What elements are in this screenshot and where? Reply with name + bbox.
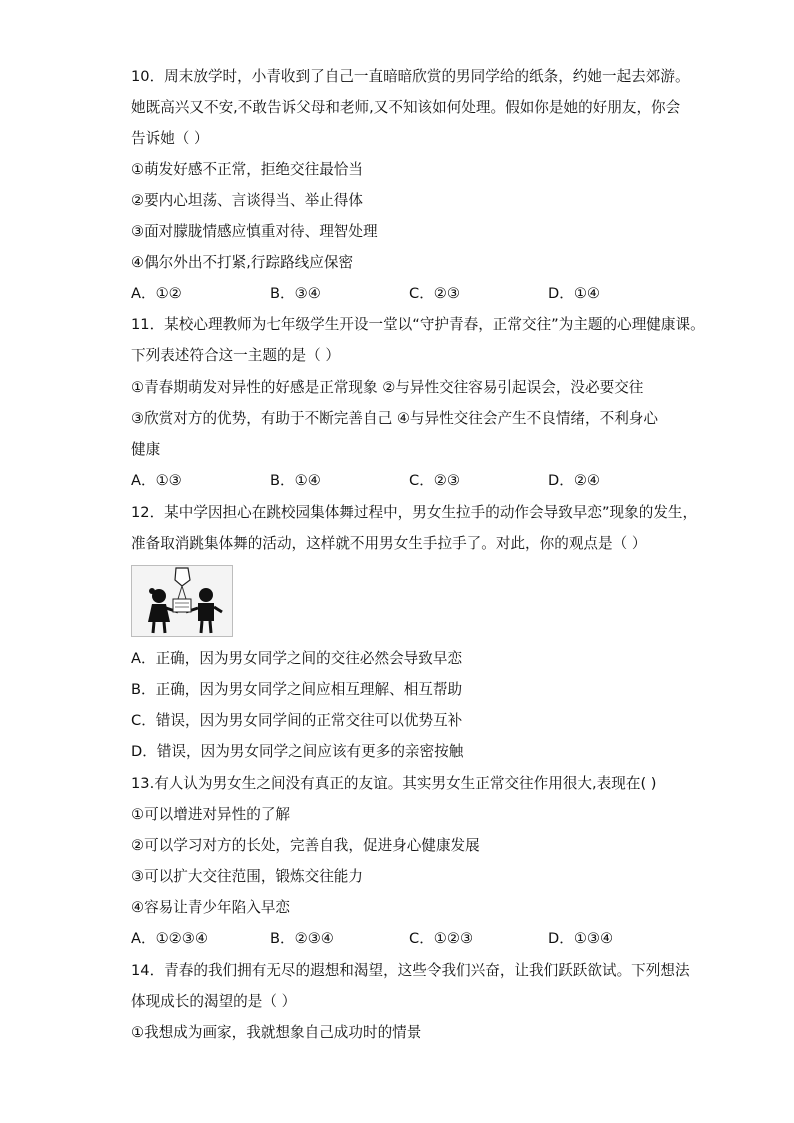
q10-statement-1: ①萌发好感不正常，拒绝交往最恰当 (131, 161, 363, 178)
q13-option-a: A．①②③④ (131, 930, 208, 947)
q10-stem-line-3: 告诉她（ ） (131, 130, 209, 147)
q13-option-c: C．①②③ (409, 930, 474, 947)
q10-option-d: D．①④ (548, 285, 600, 302)
q13-option-b: B．②③④ (270, 930, 334, 947)
q12-choice-a: A．正确，因为男女同学之间的交往必然会导致早恋 (131, 650, 463, 667)
q11-statements-row-1: ①青春期萌发对异性的好感是正常现象 ②与异性交往容易引起误会，没必要交往 (131, 379, 644, 396)
q12-stem-line-1: 12．某中学因担心在跳校园集体舞过程中，男女生拉手的动作会导致早恋”现象的发生， (131, 504, 698, 521)
q14-statement-1: ①我想成为画家，我就想象自己成功时的情景 (131, 1024, 422, 1041)
q13-statement-1: ①可以增进对异性的了解 (131, 806, 291, 823)
q13-option-d: D．①③④ (548, 930, 614, 947)
q13-statement-4: ④容易让青少年陷入早恋 (131, 899, 291, 916)
q12-choice-d: D．错误，因为男女同学之间应该有更多的亲密按触 (131, 743, 464, 760)
q12-cartoon-figure (131, 565, 233, 637)
q11-stem-line-1: 11．某校心理教师为七年级学生开设一堂以“守护青春，正常交往”为主题的心理健康课。 (131, 316, 705, 333)
q11-statements-row-2: ③欣赏对方的优势，有助于不断完善自己 ④与异性交往会产生不良情绪，不利身心 (131, 410, 658, 427)
q10-stem-line-2: 她既高兴又不安,不敢告诉父母和老师,又不知该如何处理。假如你是她的好朋友，你会 (131, 99, 681, 116)
q11-statements-row-3: 健康 (131, 441, 161, 458)
q10-stem-line-1: 10．周末放学时，小青收到了自己一直暗暗欣赏的男同学给的纸条，约她一起去郊游。 (131, 68, 690, 85)
q10-option-a: A．①② (131, 285, 182, 302)
q10-option-c: C．②③ (409, 285, 460, 302)
q11-option-b: B．①④ (270, 472, 321, 489)
q11-option-d: D．②④ (548, 472, 600, 489)
q13-statement-3: ③可以扩大交往范围，锻炼交往能力 (131, 868, 363, 885)
q12-choice-c: C．错误，因为男女同学间的正常交往可以优势互补 (131, 712, 463, 729)
q12-choice-b: B．正确，因为男女同学之间应相互理解、相互帮助 (131, 681, 463, 698)
q10-statement-4: ④偶尔外出不打紧,行踪路线应保密 (131, 254, 354, 271)
cartoon-boy-girl-hands-illustration (132, 566, 232, 636)
q10-statement-3: ③面对朦胧情感应慎重对待、理智处理 (131, 223, 378, 240)
q11-option-a: A．①③ (131, 472, 182, 489)
q13-statement-2: ②可以学习对方的长处，完善自我，促进身心健康发展 (131, 837, 480, 854)
q11-stem-line-2: 下列表述符合这一主题的是（ ） (131, 347, 340, 364)
q14-stem-line-2: 体现成长的渴望的是（ ） (131, 993, 297, 1010)
q14-stem-line-1: 14．青春的我们拥有无尽的遐想和渴望，这些令我们兴奋，让我们跃跃欲试。下列想法 (131, 962, 690, 979)
q11-option-c: C．②③ (409, 472, 460, 489)
q10-statement-2: ②要内心坦荡、言谈得当、举止得体 (131, 192, 363, 209)
q12-stem-line-2: 准备取消跳集体舞的活动，这样就不用男女生手拉手了。对此，你的观点是（ ） (131, 535, 647, 552)
q13-stem-line-1: 13.有人认为男女生之间没有真正的友谊。其实男女生正常交往作用很大,表现在( ) (131, 775, 657, 792)
q10-option-b: B．③④ (270, 285, 321, 302)
